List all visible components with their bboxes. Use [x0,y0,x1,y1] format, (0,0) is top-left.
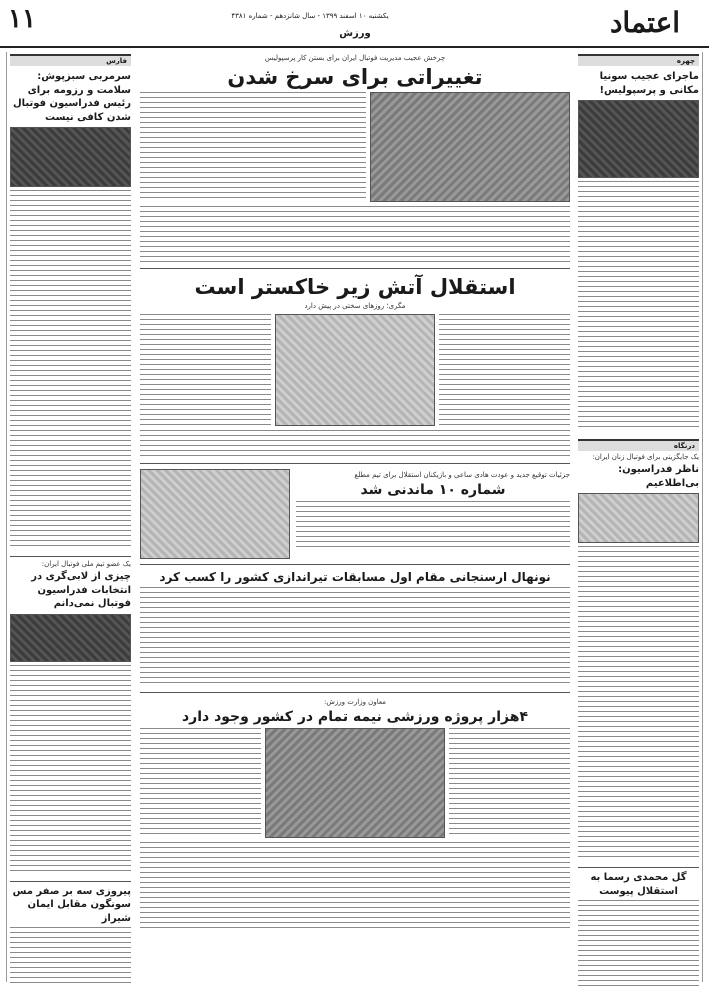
main-story1-body-a [140,92,366,202]
main-divider-2 [140,463,570,464]
main-story2-headline: استقلال آتش زیر خاکستر است [194,275,516,299]
right-story1-body [578,181,699,431]
main-story3-kicker: جزئیات توقیع جدید و عودت هادی ساعی و بازیکنان استقلال برای تیم مطلع [354,471,570,479]
main-story2-body-c [140,430,570,458]
left-story2-body [10,665,131,875]
main-story2-photo [275,314,435,426]
left-divider-1 [10,556,131,557]
left-divider-2 [10,881,131,882]
right-story2-photo [578,493,699,543]
right-story2-body [578,546,699,861]
right-tag-2: درنگاه [578,439,699,451]
masthead [0,0,709,48]
main-divider-1 [140,268,570,269]
left-story3-headline: پیروزی سه بر صفر مس سونگون مقابل ایمان شیراز [12,885,131,924]
main-story5-body-b [140,728,261,838]
right-story3-headline: گل محمدی رسما به استقلال پیوست [590,872,687,897]
main-divider-4 [140,692,570,693]
left-story3-body [10,927,131,987]
main-story1-body-b [140,206,570,262]
main-story1-photo [370,92,570,202]
main-story4-headline: نونهال ارسنجانی مقام اول مسابقات تیراندازی کشور را کسب کرد [159,570,551,584]
right-divider [578,867,699,868]
right-column [575,52,703,982]
date-line: یکشنبه ۱۰ اسفند ۱۳۹۹ - سال شانزدهم - شماره ۴۳۸۱ [231,12,389,20]
right-story3-body [578,900,699,987]
section-name: ورزش [339,28,371,39]
main-story2-subhead: مگری؛ روزهای سختی در پیش دارد [304,302,406,310]
right-tag-1: چهره [578,54,699,66]
main-story1-headline: تغییراتی برای سرخ شدن [227,65,483,89]
left-column [6,52,134,982]
main-story5-body-a [449,728,570,838]
main-area [140,52,570,982]
main-story3-photo [140,469,290,559]
right-story1-headline: ماجرای عجیب سونیا مکانی و پرسپولیس! [599,71,699,96]
main-story2-body-a [439,314,570,426]
right-story1-photo [578,100,699,178]
right-story2-headline: ناظر فدراسیون: بی‌اطلاعیم [618,464,699,489]
main-story2-body-b [140,314,271,426]
main-story5-headline: ۴هزار پروژه ورزشی نیمه تمام در کشور وجود دارد [181,709,529,725]
left-tag-1: فارس [10,54,131,66]
main-story3-headline: شماره ۱۰ ماندنی شد [360,482,506,498]
main-story5-kicker: معاون وزارت ورزش: [324,698,386,706]
main-story3-body [296,501,570,549]
main-divider-3 [140,564,570,565]
left-story2-headline: چیزی از لابی‌گری در انتخابات فدراسیون فوتبال نمی‌دانم [31,571,131,609]
page-number: ۱۱ [8,4,36,34]
left-story1-headline: سرمربی سبزپوش: سلامت و رزومه برای رئیس فدراسیون فوتبال شدن کافی نیست [12,71,131,123]
main-story5-body-c [140,842,570,932]
main-story1-kicker: چرخش عجیب مدیریت فوتبال ایران برای بستن کار پرسپولیس [264,54,446,62]
main-story5-photo [265,728,445,838]
newspaper-logo: اعتماد [609,6,681,39]
left-story2-kicker: یک عضو تیم ملی فوتبال ایران: [41,560,131,568]
left-story2-photo [10,614,131,662]
main-story4-body [140,587,570,687]
left-story1-body [10,190,131,550]
right-story2-kicker: یک جایگزینی برای فوتبال زنان ایران: [592,453,699,461]
left-story1-photo [10,127,131,187]
